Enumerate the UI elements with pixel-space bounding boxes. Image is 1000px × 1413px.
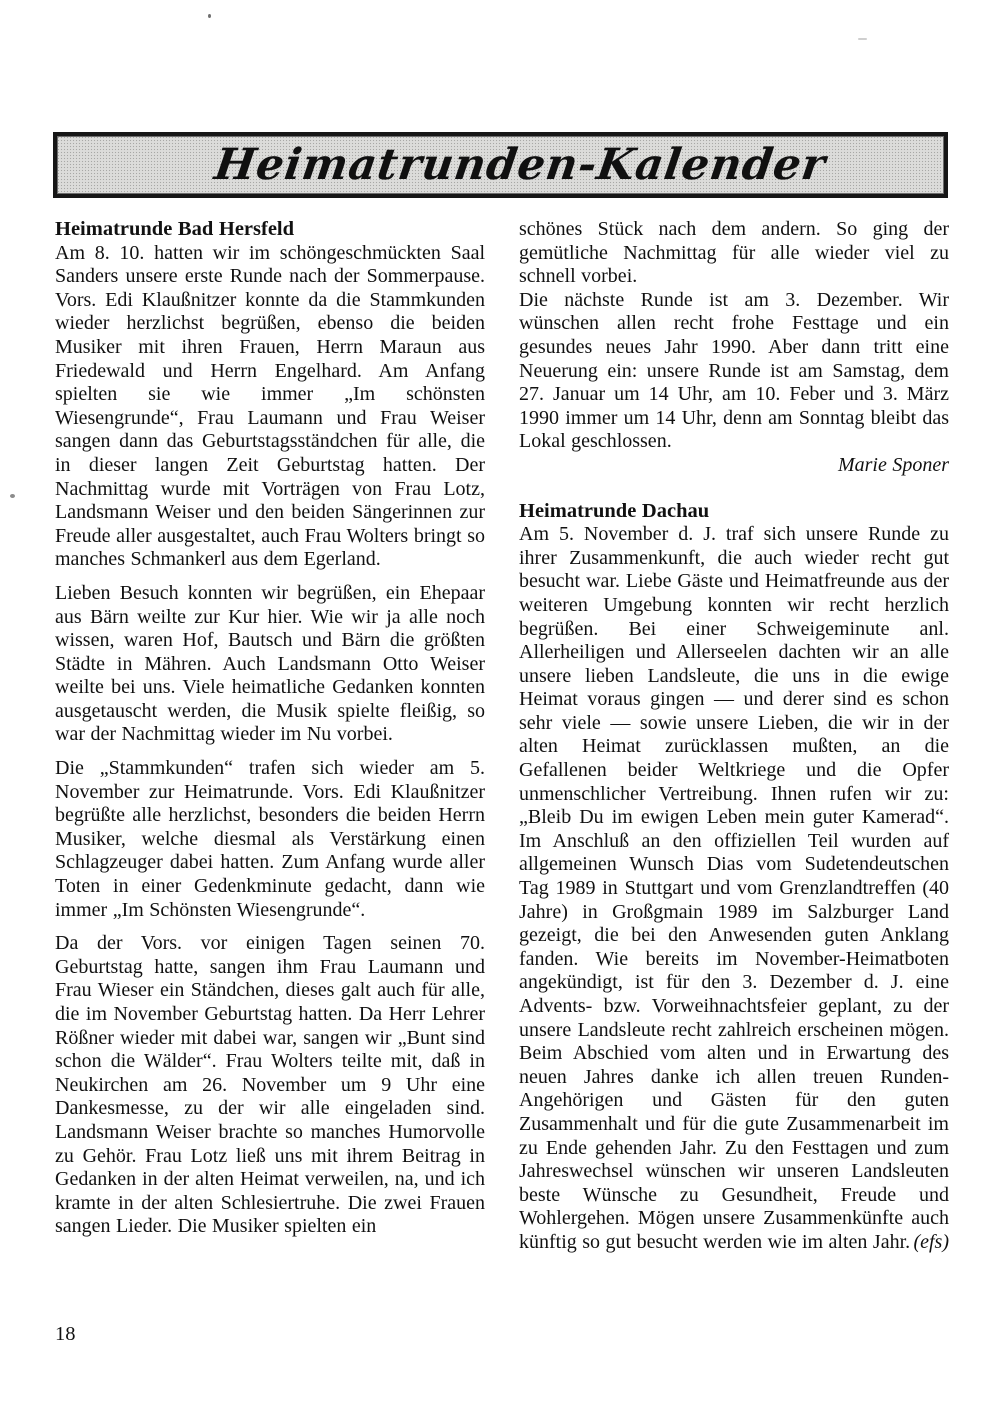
paragraph: schönes Stück nach dem andern. So ging der gemütliche Nachmittag für alle wieder viel zu schnell vorbei. — [519, 218, 949, 288]
right-column — [519, 218, 949, 1255]
scan-artifact-dot — [10, 494, 15, 498]
paragraph: Am 8. 10. hatten wir im schöngeschmückten Saal Sanders unsere erste Runde nach der Sommerpause. Vors. Edi Klaußnitzer konnte da die Stammkunden wieder herzlichst begrüßen, ebenso die beiden Musiker mit ihren Frauen, Herrn Maraun aus Friedewald und Herrn Engelhard. Am Anfang spielten sie wie immer „Im schönsten Wiesengrunde“, Frau Laumann und Frau Weiser sangen dann das Geburtstagsständchen für alle, die in dieser langen Zeit Geburtstag hatten. Der Nachmittag wurde mit Vorträgen von Frau Lotz, Landsmann Weiser und den beiden Sängerinnen zur Freude aller ausgestaltet, auch Frau Wolters bringt so manches Schmankerl aus dem Egerland. — [55, 241, 485, 571]
banner-title: Heimatrunden-Kalender — [211, 140, 830, 190]
paragraph — [519, 523, 949, 1254]
section-heading-dachau: Heimatrunde Dachau — [519, 499, 710, 522]
section-heading-bad-hersfeld: Heimatrunde Bad Hersfeld — [55, 218, 295, 240]
header-banner — [53, 132, 948, 198]
scan-artifact-dot — [208, 14, 211, 18]
signature: Marie Sponer — [837, 453, 949, 476]
scan-artifact-dash — [858, 38, 867, 40]
paragraph: Die nächste Runde ist am 3. Dezember. Wir wünschen allen recht frohe Festtage und ein gesundes neues Jahr 1990. Aber dann tritt eine Neuerung ein: unsere Runde ist am Samstag, dem 27. Januar um 14 Uhr, am 10. Feber und 3. März 1990 immer um 14 Uhr, denn am Sonntag bleibt das Lokal geschlossen. — [519, 288, 949, 453]
left-column — [55, 218, 485, 1249]
paragraph: Die „Stammkunden“ trafen sich wieder am 5. November zur Heimatrunde. Vors. Edi Klaußnitzer begrüßte alle herzlichst, besonders die beiden Herrn Musiker, welche diesmal als Verstärkung einen Schlagzeuger dabei hatten. Zum Anfang wurde aller Toten in einer Gedenkminute gedacht, dann wie immer „Im Schönsten Wiesengrunde“. — [55, 757, 485, 921]
paragraph: Da der Vors. vor einigen Tagen seinen 70. Geburtstag hatte, sangen ihm Frau Laumann und Frau Wieser ein Ständchen, dieses galt auch für alle, die im November Geburtstag hatten. Da Herr Lehrer Rößner wieder mit dabei war, sangen wir „Bunt sind schon die Wälder“. Frau Wolters teilte mit, daß in Neukirchen am 26. November um 9 Uhr eine Dankesmesse, zu der wir alle eingeladen sind. Landsmann Weiser brachte so manches Humorvolle zu Gehör. Frau Lotz ließ uns mit ihrem Beitrag in Gedanken in der alten Heimat verweilen, na, und ich kramte in der alten Schlesiertruhe. Die zwei Frauen sangen Lieder. Die Musiker spielten ein — [55, 932, 485, 1238]
author-initials: (efs) — [913, 1230, 949, 1253]
paragraph: Lieben Besuch konnten wir begrüßen, ein Ehepaar aus Bärn weilte zur Kur hier. Wie wir ja alle noch wissen, waren Hof, Bautsch und Bärn die größten Städte in Mähren. Auch Landsmann Otto Weiser weilte bei uns. Viele heimatliche Gedanken konnten ausgetauscht werden, die Musik spielte fleißig, so war der Nachmittag wieder im Nu vorbei. — [55, 581, 485, 746]
paragraph-text: Am 5. November d. J. traf sich unsere Runde zu ihrer Zusammenkunft, die auch wieder recht gut besucht war. Liebe Gäste und Heimatfreunde aus der weiteren Umgebung konnten wir recht herzlich begrüßen. Bei einer Schweigeminute anl. Allerheiligen und Allerseelen dachten wir an alle unsere lieben Landsleute, die uns in die ewige Heimat voraus gingen — und derer sind es schon sehr viele — sowie unsere Lieben, die wir in der alten Heimat zurücklassen mußten, an die Gefallenen beider Weltkriege und die Opfer unmenschlicher Vertreibung. Ihnen rufen wir zu: „Bleib Du im ewigen Leben mein guter Kamerad“. Im Anschluß an den offiziellen Teil wurden auf allgemeinen Wunsch Dias vom Sudetendeutschen Tag 1989 in Stuttgart und vom Grenzlandtreffen (40 Jahre) in Großgmain 1989 im Salzburger Land gezeigt, die bei den Anwesenden guten Anklang fanden. Wie bereits im November-Heimatboten angekündigt, ist für den 3. Dezember d. J. eine Advents- bzw. Vorweihnachtsfeier geplant, zu der unsere Landsleute recht zahlreich erscheinen mögen. Beim Abschied vom alten und in Erwartung des neuen Jahres danke ich allen treuen Runden-Angehörigen und Gästen für den guten Zusammenhalt und für die gute Zusammenarbeit im zu Ende gehenden Jahr. Zu den Festtagen und zum Jahreswechsel wünschen wir unseren Landsleuten beste Wünsche zu Gesundheit, Freude und Wohlergehen. Mögen unsere Zusammenkünfte auch künftig so gut besucht werden wie im alten Jahr. — [519, 523, 949, 1253]
page-number: 18 — [55, 1323, 76, 1345]
